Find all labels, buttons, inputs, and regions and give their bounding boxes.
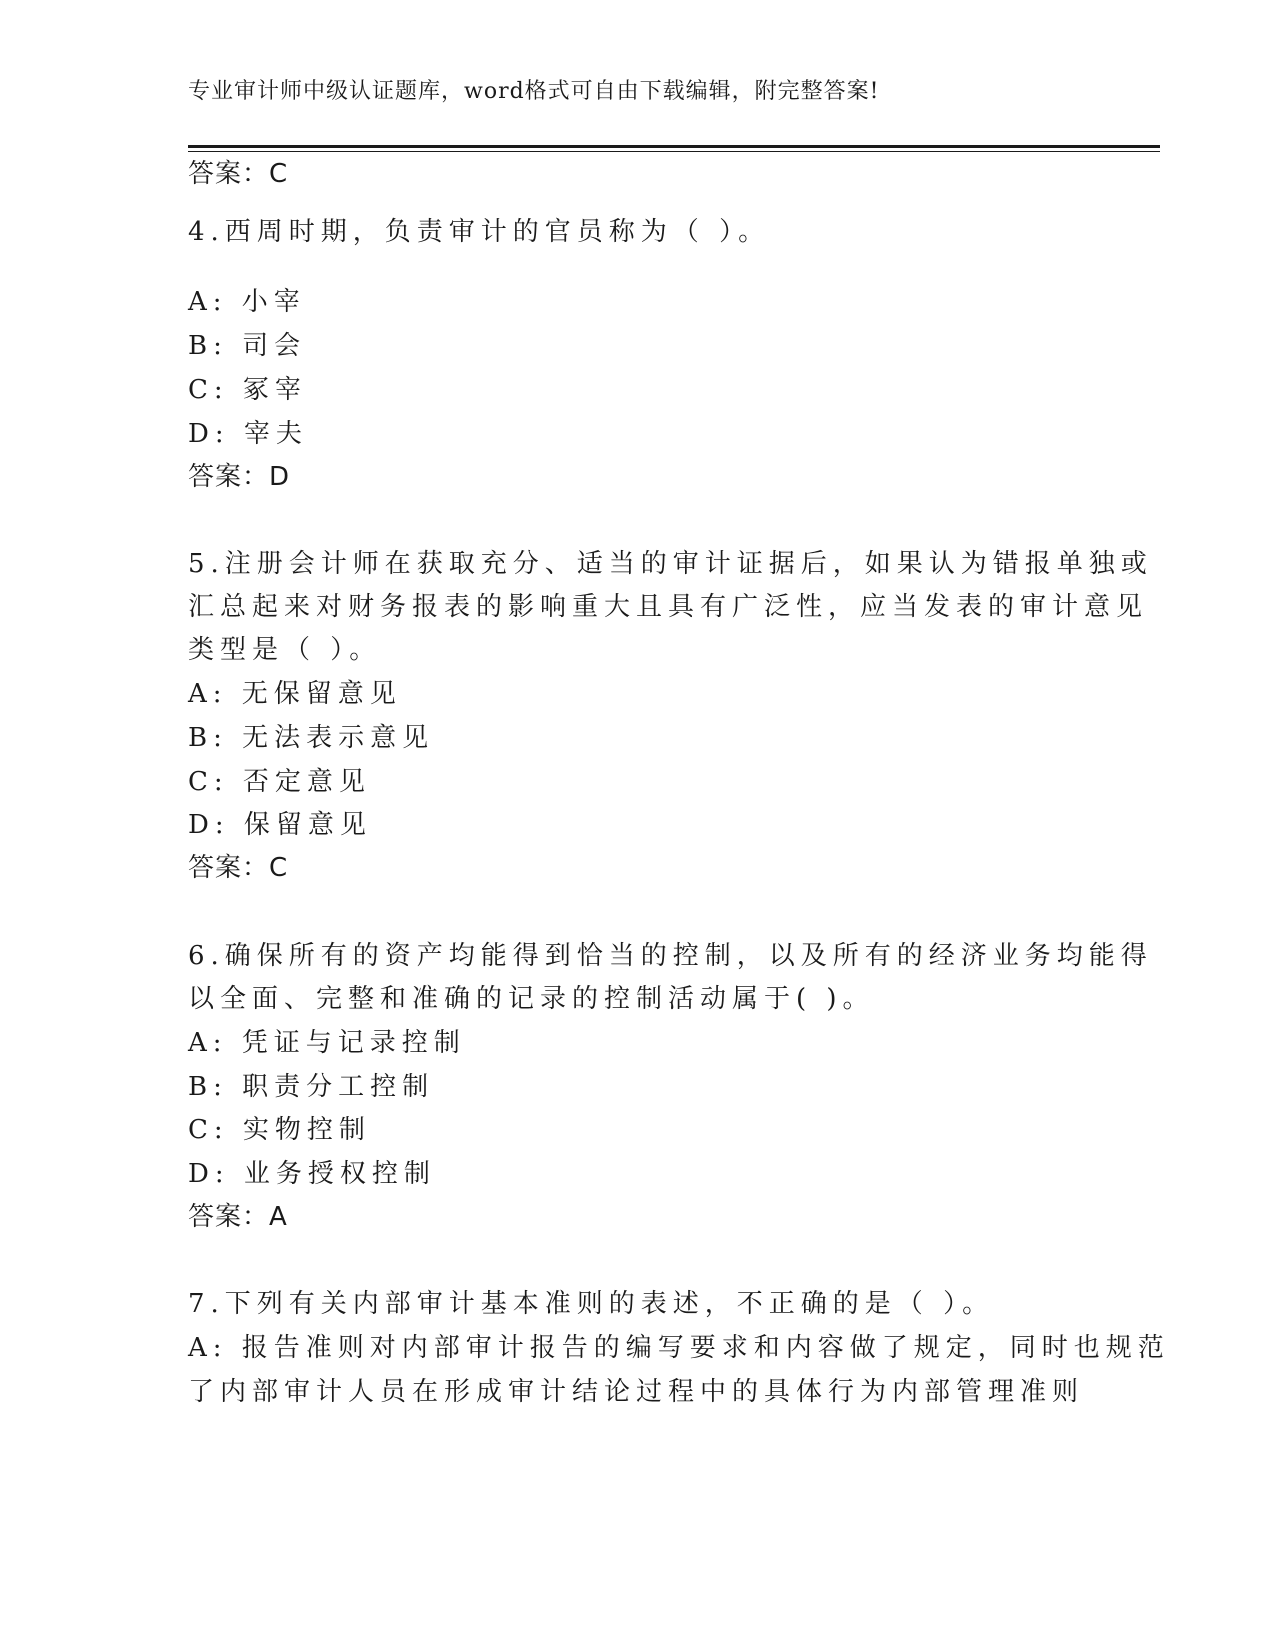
question-7-stem: 7.下列有关内部审计基本准则的表述，不正确的是（ ）。 [188, 1289, 995, 1319]
question-4-option-b: B: 司会 [188, 331, 307, 361]
question-5-stem-line-2: 汇总起来对财务报表的影响重大且具有广泛性，应当发表的审计意见 [188, 592, 1149, 622]
question-6-option-d: D: 业务授权控制 [188, 1159, 436, 1189]
question-4-option-a: A: 小宰 [188, 287, 306, 317]
question-6-option-a: A: 凭证与记录控制 [188, 1028, 466, 1058]
answer-q3: 答案：C [188, 159, 289, 189]
question-6-stem-line-2: 以全面、完整和准确的记录的控制活动属于( )。 [188, 984, 875, 1014]
page-header: 专业审计师中级认证题库，word格式可自由下载编辑，附完整答案! [188, 79, 880, 104]
header-rule-thin [188, 151, 1160, 152]
question-6-option-c: C: 实物控制 [188, 1115, 371, 1145]
question-7-option-a-line-2: 了内部审计人员在形成审计结论过程中的具体行为内部管理准则 [188, 1377, 1085, 1407]
question-4-stem: 4.西周时期，负责审计的官员称为（ ）。 [188, 217, 771, 247]
question-5-stem-line-1: 5.注册会计师在获取充分、适当的审计证据后，如果认为错报单独或 [188, 549, 1153, 579]
question-4-option-d: D: 宰夫 [188, 419, 308, 449]
header-rule-thick [188, 145, 1160, 148]
question-5-option-b: B: 无法表示意见 [188, 723, 435, 753]
answer-q5: 答案：C [188, 853, 289, 883]
question-5-option-a: A: 无保留意见 [188, 679, 402, 709]
question-5-stem-line-3: 类型是（ ）。 [188, 635, 382, 665]
question-6-stem-line-1: 6.确保所有的资产均能得到恰当的控制，以及所有的经济业务均能得 [188, 941, 1153, 971]
question-4-option-c: C: 冢宰 [188, 375, 307, 405]
question-7-option-a-line-1: A: 报告准则对内部审计报告的编写要求和内容做了规定，同时也规范 [188, 1333, 1170, 1363]
answer-q4: 答案：D [188, 462, 291, 492]
question-5-option-d: D: 保留意见 [188, 810, 372, 840]
question-5-option-c: C: 否定意见 [188, 767, 371, 797]
question-6-option-b: B: 职责分工控制 [188, 1072, 435, 1102]
answer-q6: 答案：A [188, 1202, 288, 1232]
